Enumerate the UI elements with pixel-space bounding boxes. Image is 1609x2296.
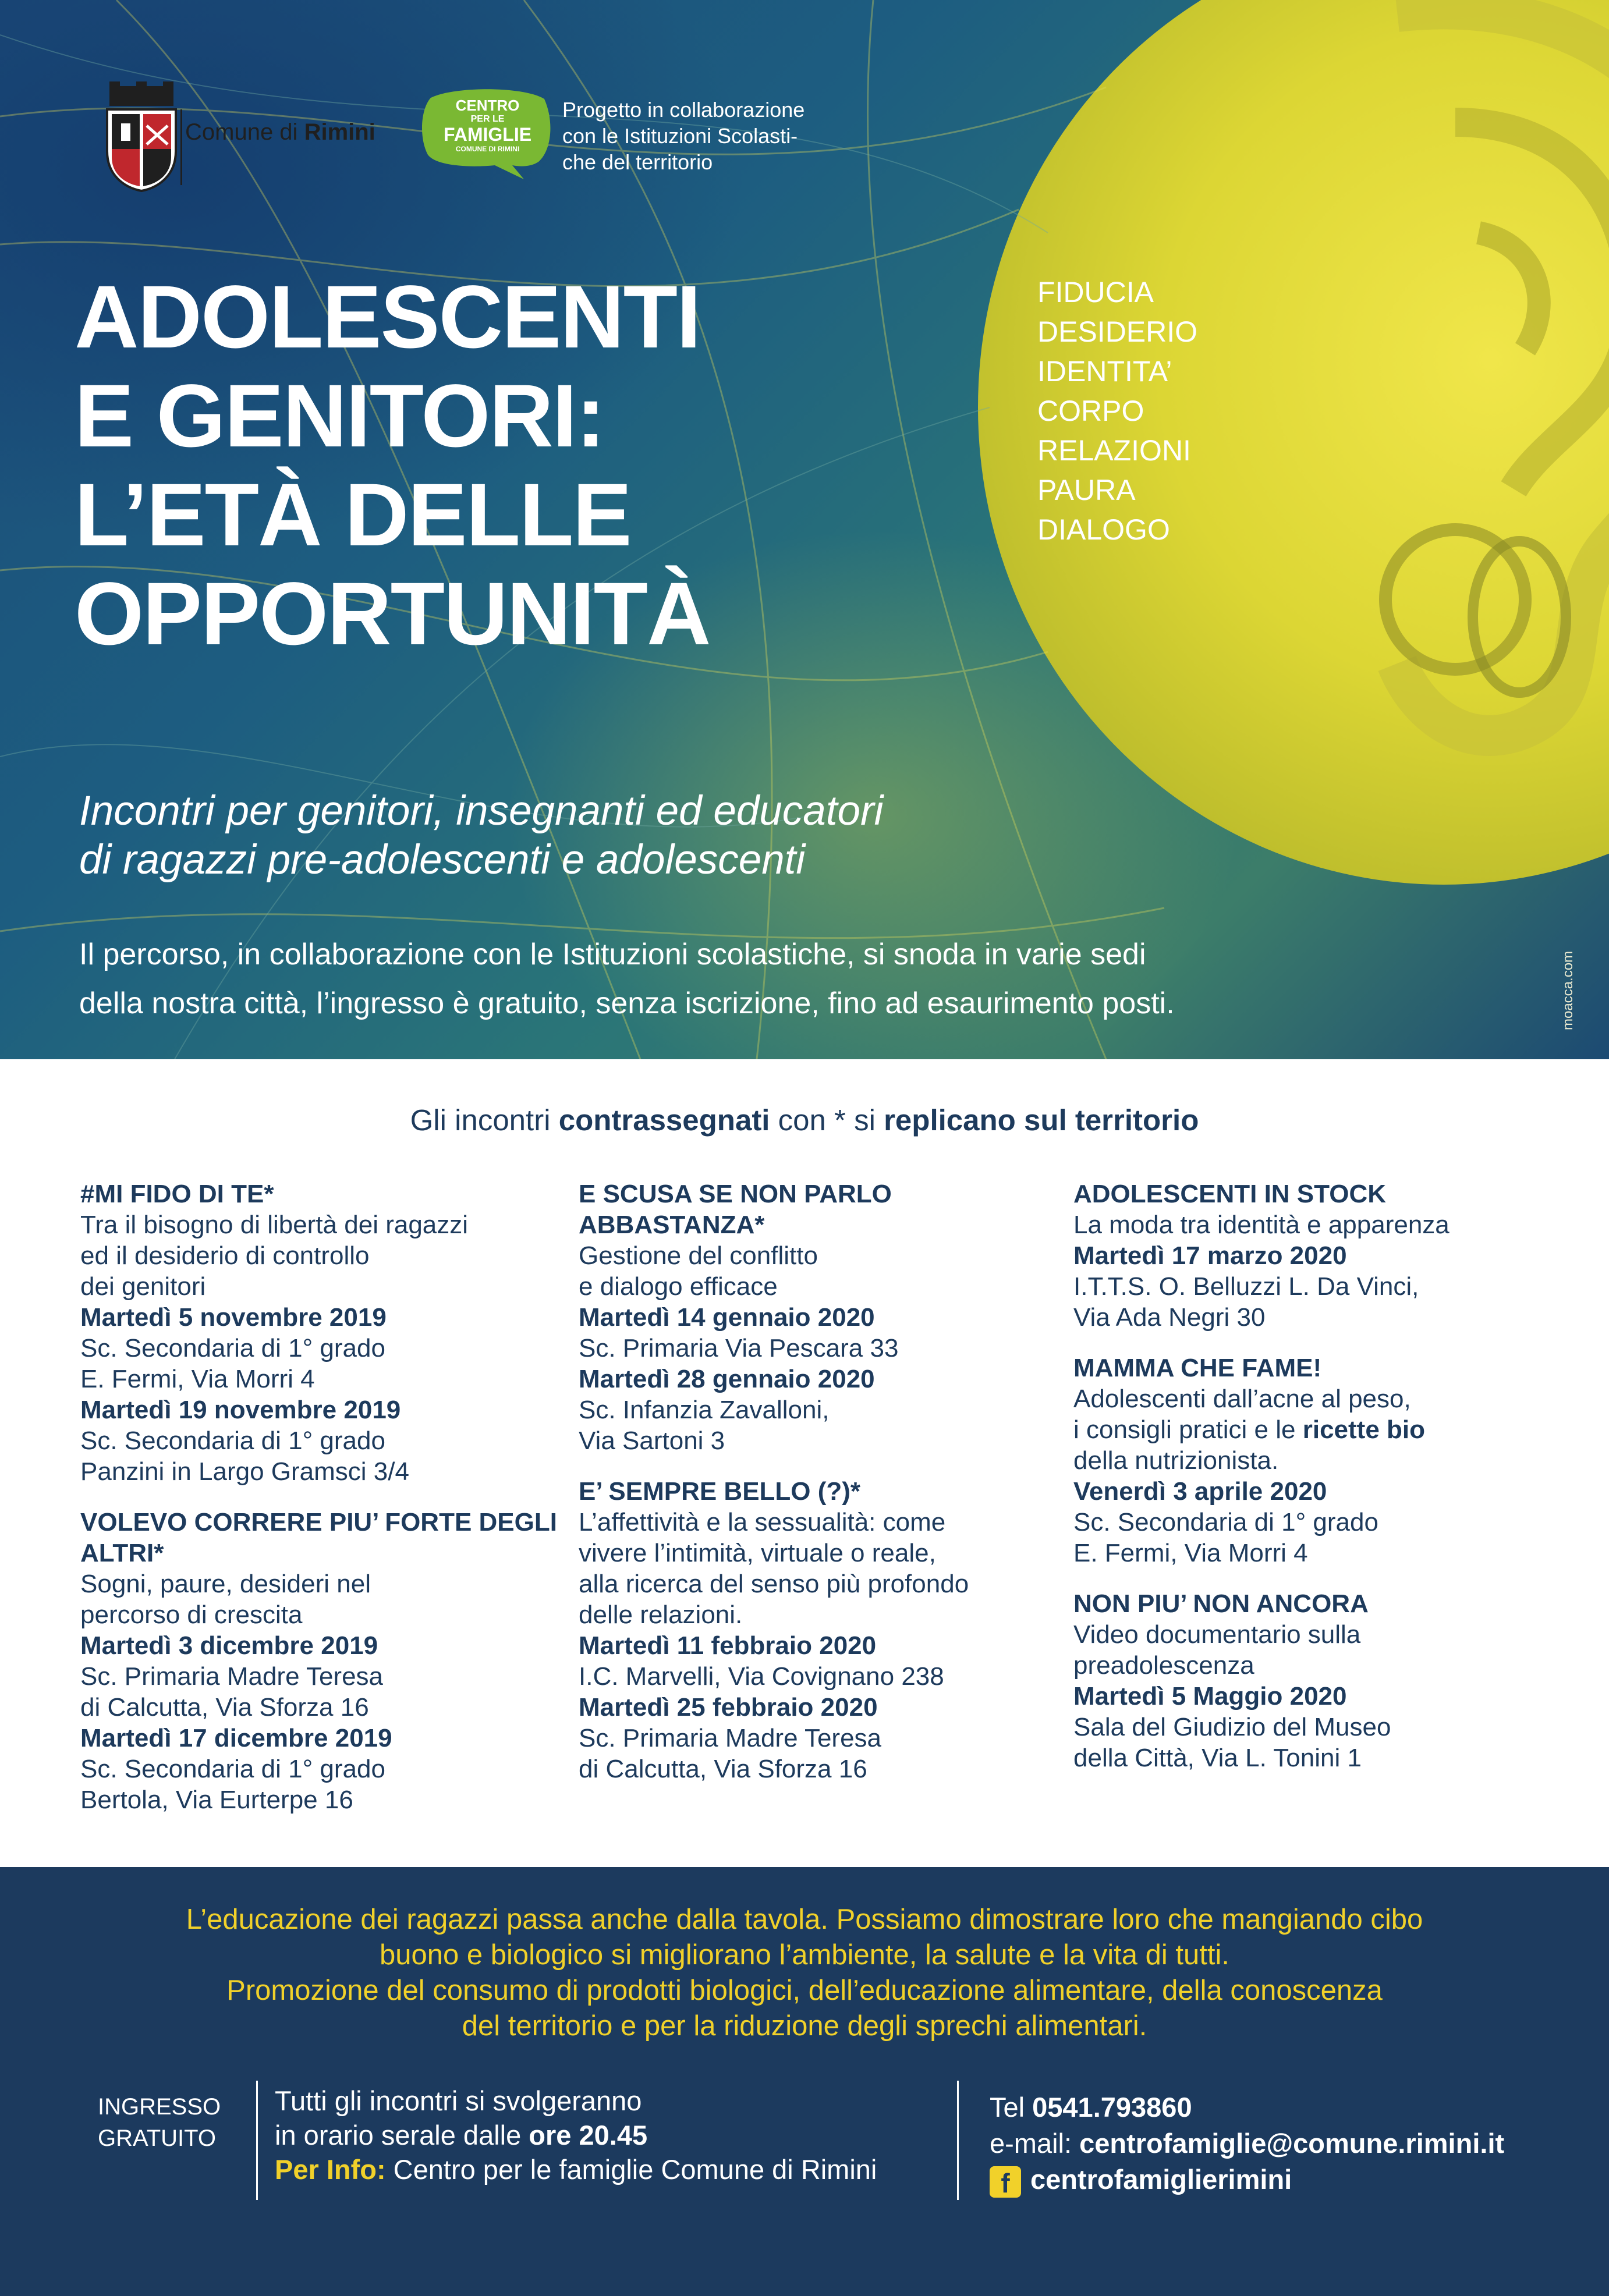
legend-bold: replicano sul territorio	[884, 1103, 1199, 1137]
event-place: della Città, Via L. Tonini 1	[1073, 1744, 1362, 1772]
event-title: E’ SEMPRE BELLO (?)*	[579, 1477, 861, 1506]
event-place: Bertola, Via Eurterpe 16	[80, 1786, 353, 1814]
keyword: CORPO	[1037, 395, 1144, 427]
project-note-line: che del territorio	[562, 150, 713, 174]
entry-line: INGRESSO	[98, 2094, 221, 2120]
comune-prefix: Comune di	[185, 119, 298, 145]
event-desc	[1073, 1414, 1539, 1445]
schedule-time: ore 20.45	[529, 2120, 648, 2150]
legend-text: con * si	[770, 1103, 884, 1137]
event-desc: della nutrizionista.	[1073, 1446, 1279, 1475]
event-place: Sc. Primaria Madre Teresa	[80, 1662, 384, 1691]
event-volevo-correre	[80, 1507, 558, 1815]
event-desc: percorso di crescita	[80, 1601, 303, 1629]
event-non-piu-non-ancora	[1073, 1588, 1539, 1773]
event-desc-text: i consigli pratici e le	[1073, 1415, 1303, 1444]
project-note	[562, 97, 804, 175]
project-note-line: con le Istituzioni Scolasti-	[562, 124, 798, 148]
schedule-info	[275, 2084, 877, 2187]
footer-divider	[256, 2081, 258, 2200]
keyword-list	[1037, 272, 1197, 549]
title-line: OPPORTUNITÀ	[75, 564, 710, 663]
legend-bold: contrassegnati	[558, 1103, 770, 1137]
event-place: di Calcutta, Via Sforza 16	[579, 1755, 867, 1783]
event-date: Martedì 28 gennaio 2020	[579, 1365, 875, 1393]
email-line[interactable]	[990, 2125, 1504, 2162]
event-place: Sc. Secondaria di 1° grado	[80, 1755, 385, 1783]
keyword: IDENTITA’	[1037, 355, 1172, 388]
facebook-handle[interactable]: centrofamiglierimini	[1030, 2164, 1292, 2195]
event-desc: Adolescenti dall’acne al peso,	[1073, 1385, 1411, 1413]
keyword: RELAZIONI	[1037, 434, 1191, 467]
info-label: Per Info:	[275, 2154, 386, 2185]
event-place: I.C. Marvelli, Via Covignano 238	[579, 1662, 944, 1691]
event-e-sempre-bello	[579, 1476, 1009, 1784]
legend	[0, 1103, 1609, 1137]
event-place: Panzini in Largo Gramsci 3/4	[80, 1457, 409, 1486]
keyword: PAURA	[1037, 474, 1136, 506]
comune-rimini-logo[interactable]	[104, 81, 179, 195]
main-title	[75, 268, 983, 663]
event-place: Sc. Infanzia Zavalloni,	[579, 1396, 830, 1424]
phone-label: Tel	[990, 2092, 1033, 2123]
events-column-3	[1073, 1179, 1539, 1791]
schedule-line	[275, 2118, 877, 2152]
facebook-icon: f	[990, 2166, 1021, 2198]
event-date: Martedì 17 marzo 2020	[1073, 1241, 1347, 1270]
phone-number[interactable]: 0541.793860	[1032, 2092, 1192, 2123]
event-place: I.T.T.S. O. Belluzzi L. Da Vinci,	[1073, 1272, 1419, 1301]
entry-line: GRATUITO	[98, 2125, 216, 2151]
event-mamma-che-fame	[1073, 1353, 1539, 1568]
schedule-line	[275, 2152, 877, 2187]
event-date: Martedì 11 febbraio 2020	[579, 1631, 877, 1660]
event-title: E SCUSA SE NON PARLO ABBASTANZA*	[579, 1180, 892, 1239]
event-desc: Video documentario sulla	[1073, 1620, 1361, 1649]
photo-credit: moacca.com	[1560, 950, 1576, 1030]
event-place: Sc. Primaria Via Pescara 33	[579, 1334, 899, 1362]
centro-logo-line3: FAMIGLIE	[443, 124, 532, 145]
centro-logo-line2: PER LE	[470, 114, 505, 124]
centro-logo-line1: CENTRO	[455, 97, 520, 114]
keyword: DIALOGO	[1037, 513, 1170, 546]
event-place: E. Fermi, Via Morri 4	[1073, 1539, 1308, 1567]
event-date: Martedì 5 novembre 2019	[80, 1303, 387, 1332]
event-date: Martedì 14 gennaio 2020	[579, 1303, 875, 1332]
comune-rimini-label	[185, 119, 375, 146]
event-desc: ed il desiderio di controllo	[80, 1241, 370, 1270]
event-place: Via Sartoni 3	[579, 1426, 725, 1455]
event-place: Sc. Secondaria di 1° grado	[80, 1334, 385, 1362]
event-e-scusa	[579, 1179, 1009, 1456]
event-date: Martedì 5 Maggio 2020	[1073, 1682, 1347, 1711]
event-place: di Calcutta, Via Sforza 16	[80, 1693, 369, 1722]
legend-text: Gli incontri	[410, 1103, 559, 1137]
event-desc: vivere l’intimità, virtuale o reale,	[579, 1539, 936, 1567]
email-address[interactable]: centrofamiglie@comune.rimini.it	[1079, 2128, 1505, 2159]
subtitle-line: di ragazzi pre-adolescenti e adolescenti	[79, 837, 806, 883]
schedule-text: in orario serale dalle	[275, 2120, 529, 2150]
event-adolescenti-in-stock	[1073, 1179, 1539, 1333]
message-line: Promozione del consumo di prodotti biologici, dell’educazione alimentare, della conoscenza	[226, 1975, 1383, 2006]
event-title: MAMMA CHE FAME!	[1073, 1354, 1322, 1382]
message-line: L’educazione dei ragazzi passa anche dalla tavola. Possiamo dimostrare loro che mangiando cibo	[186, 1904, 1423, 1935]
keyword: DESIDERIO	[1037, 315, 1198, 348]
events-column-2	[579, 1179, 1009, 1802]
food-education-message	[93, 1902, 1516, 2044]
keyword: FIDUCIA	[1037, 276, 1154, 308]
free-entry-label	[98, 2091, 221, 2154]
event-place: E. Fermi, Via Morri 4	[80, 1365, 315, 1393]
event-title: ADOLESCENTI IN STOCK	[1073, 1180, 1387, 1208]
event-desc: e dialogo efficace	[579, 1272, 778, 1301]
event-desc: Tra il bisogno di libertà dei ragazzi	[80, 1211, 469, 1239]
intro-line: Il percorso, in collaborazione con le Istituzioni scolastiche, si snoda in varie sedi	[79, 938, 1146, 971]
footer-divider	[957, 2081, 959, 2200]
event-place: Sala del Giudizio del Museo	[1073, 1713, 1391, 1741]
event-desc: Gestione del conflitto	[579, 1241, 818, 1270]
event-title: NON PIU’ NON ANCORA	[1073, 1589, 1369, 1618]
event-place: Sc. Primaria Madre Teresa	[579, 1724, 882, 1752]
hero-banner	[0, 0, 1609, 1059]
event-desc-bold: ricette bio	[1302, 1415, 1426, 1444]
event-desc: L’affettività e la sessualità: come	[579, 1508, 946, 1536]
event-desc: dei genitori	[80, 1272, 206, 1301]
comune-name: Rimini	[304, 119, 375, 145]
message-line: buono e biologico si migliorano l’ambiente, la salute e la vita di tutti.	[380, 1939, 1229, 1971]
event-date: Martedì 17 dicembre 2019	[80, 1724, 392, 1752]
email-label: e-mail:	[990, 2128, 1080, 2159]
centro-famiglie-logo[interactable]	[419, 86, 556, 179]
title-line: ADOLESCENTI	[75, 267, 700, 367]
project-note-line: Progetto in collaborazione	[562, 98, 805, 122]
schedule-line: Tutti gli incontri si svolgeranno	[275, 2085, 642, 2116]
event-title: VOLEVO CORRERE PIU’ FORTE DEGLI ALTRI*	[80, 1508, 557, 1567]
message-line: del territorio e per la riduzione degli sprechi alimentari.	[462, 2010, 1147, 2042]
intro-text	[79, 930, 1476, 1028]
event-date: Venerdì 3 aprile 2020	[1073, 1477, 1327, 1506]
events-column-1	[80, 1179, 558, 1833]
event-desc: delle relazioni.	[579, 1601, 743, 1629]
facebook-line[interactable]	[990, 2162, 1504, 2198]
title-line: E GENITORI:	[75, 366, 605, 466]
event-place: Via Ada Negri 30	[1073, 1303, 1266, 1332]
contact-info	[990, 2089, 1504, 2198]
subtitle-line: Incontri per genitori, insegnanti ed educatori	[79, 788, 884, 834]
info-text: Centro per le famiglie Comune di Rimini	[385, 2154, 877, 2185]
event-desc: La moda tra identità e apparenza	[1073, 1211, 1449, 1239]
subtitle	[79, 787, 1011, 885]
intro-line: della nostra città, l’ingresso è gratuito, senza iscrizione, fino ad esaurimento posti.	[79, 986, 1175, 1020]
rimini-crest-icon	[104, 81, 179, 192]
event-place: Sc. Secondaria di 1° grado	[80, 1426, 385, 1455]
logo-divider	[180, 109, 182, 185]
event-mi-fido-di-te	[80, 1179, 558, 1487]
event-desc: Sogni, paure, desideri nel	[80, 1570, 371, 1598]
title-line: L’ETÀ DELLE	[75, 465, 631, 565]
centro-logo-line4: COMUNE DI RIMINI	[455, 145, 520, 153]
phone-line[interactable]	[990, 2089, 1504, 2125]
event-date: Martedì 25 febbraio 2020	[579, 1693, 878, 1722]
event-desc: preadolescenza	[1073, 1651, 1254, 1680]
event-desc: alla ricerca del senso più profondo	[579, 1570, 969, 1598]
event-place: Sc. Secondaria di 1° grado	[1073, 1508, 1378, 1536]
event-title: #MI FIDO DI TE*	[80, 1180, 274, 1208]
event-date: Martedì 19 novembre 2019	[80, 1396, 401, 1424]
event-date: Martedì 3 dicembre 2019	[80, 1631, 378, 1660]
